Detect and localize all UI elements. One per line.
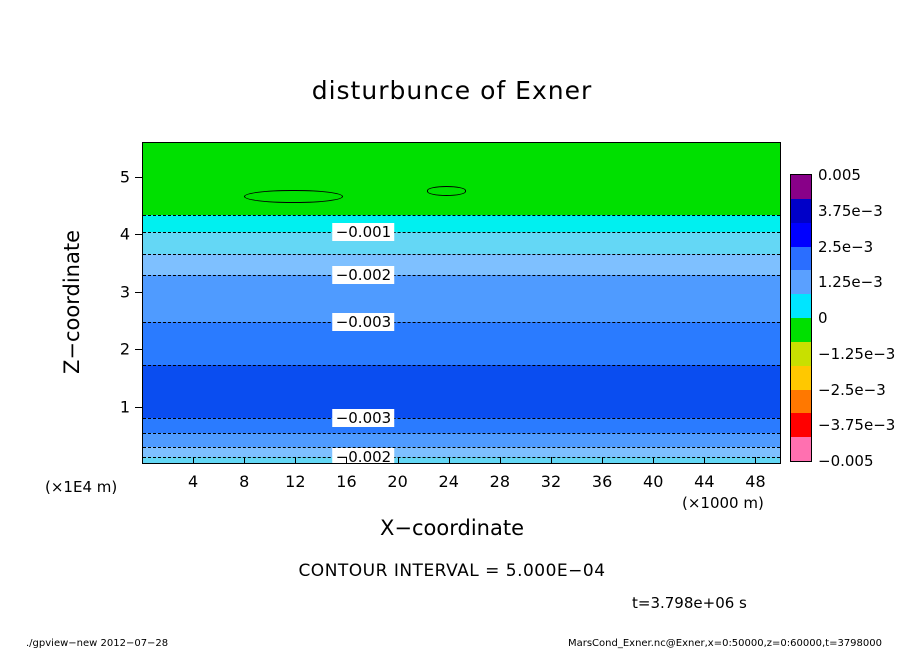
x-tick-label: 28 xyxy=(489,472,511,491)
x-tick-label: 4 xyxy=(188,472,199,491)
footer-left-text: ./gpview−new 2012−07−28 xyxy=(26,638,169,649)
colorbar-tick-label: 3.75e−3 xyxy=(818,201,883,220)
x-tick-label: 8 xyxy=(239,472,250,491)
y-tick-label: 4 xyxy=(119,224,130,244)
x-tick-label: 12 xyxy=(285,472,306,491)
colorbar-segment xyxy=(791,318,811,342)
contour-band xyxy=(143,275,780,322)
colorbar-tick-label: −1.25e−3 xyxy=(818,344,896,363)
page-title: disturbunce of Exner xyxy=(311,76,593,105)
colorbar-segment xyxy=(791,366,811,390)
colorbar-segment xyxy=(791,413,811,437)
x-tick-mark xyxy=(295,457,296,464)
y-tick-label: 2 xyxy=(119,339,130,359)
colorbar-segment xyxy=(791,199,811,223)
x-tick-label: 20 xyxy=(387,472,408,491)
colorbar-segment xyxy=(791,390,811,414)
x-tick-mark xyxy=(602,457,603,464)
contour-band xyxy=(143,433,780,447)
y-tick-mark xyxy=(135,349,142,350)
x-tick-label: 24 xyxy=(438,472,459,491)
contour-line xyxy=(143,232,780,233)
colorbar-segment xyxy=(791,437,811,461)
contour-interval-label: CONTOUR INTERVAL = 5.000E−04 xyxy=(298,561,606,581)
contour-line xyxy=(143,275,780,276)
contour-band xyxy=(143,322,780,365)
y-tick-label: 1 xyxy=(119,397,130,416)
y-axis-title: Z−coordinate xyxy=(60,230,84,374)
contour-line xyxy=(143,418,780,419)
y-axis-unit: (×1E4 m) xyxy=(45,478,118,496)
y-tick-mark xyxy=(135,407,142,408)
x-axis-title: X−coordinate xyxy=(380,516,524,540)
contour-line xyxy=(143,447,780,448)
colorbar-tick-label: −2.5e−3 xyxy=(818,380,886,399)
contour-line xyxy=(143,322,780,323)
x-tick-label: 36 xyxy=(591,472,613,491)
y-tick-label: 5 xyxy=(119,167,130,186)
colorbar-tick-label: −0.005 xyxy=(818,452,874,470)
contour-band xyxy=(143,365,780,418)
contour-line xyxy=(143,365,780,366)
colorbar-tick-label: 1.25e−3 xyxy=(818,273,883,292)
contour-value-label: −0.003 xyxy=(333,409,395,427)
y-tick-label: 3 xyxy=(119,282,130,301)
colorbar-segment xyxy=(791,342,811,366)
y-tick-mark xyxy=(135,177,142,178)
contour-band xyxy=(143,143,780,215)
contour-band xyxy=(143,215,780,231)
colorbar-segment xyxy=(791,270,811,294)
colorbar xyxy=(790,174,812,462)
contour-line xyxy=(143,457,780,458)
x-tick-mark xyxy=(500,457,501,464)
contour-band xyxy=(143,232,780,255)
x-tick-label: 48 xyxy=(745,472,766,491)
x-tick-mark xyxy=(704,457,705,464)
closed-contour-blob xyxy=(427,186,466,195)
contour-band xyxy=(143,447,780,457)
colorbar-segment xyxy=(791,247,811,271)
x-tick-label: 16 xyxy=(336,472,357,491)
colorbar-segment xyxy=(791,175,811,199)
x-tick-mark xyxy=(398,457,399,464)
y-tick-mark xyxy=(135,234,142,235)
contour-band xyxy=(143,457,780,464)
colorbar-tick-label: 2.5e−3 xyxy=(818,237,874,256)
time-label: t=3.798e+06 s xyxy=(632,594,747,612)
footer-right-text: MarsCond_Exner.nc@Exner,x=0:50000,z=0:60000,t=3798000 xyxy=(567,638,882,649)
contour-band xyxy=(143,418,780,432)
contour-value-label: −0.003 xyxy=(333,313,395,331)
x-tick-mark xyxy=(755,457,756,464)
x-tick-mark xyxy=(244,457,245,464)
x-tick-mark xyxy=(346,457,347,464)
colorbar-segment xyxy=(791,223,811,247)
x-tick-label: 44 xyxy=(694,472,715,491)
x-tick-mark xyxy=(193,457,194,464)
colorbar-tick-label: 0.005 xyxy=(818,166,861,184)
plot-area xyxy=(142,142,781,464)
y-tick-mark xyxy=(135,292,142,293)
contour-value-label: −0.002 xyxy=(333,448,395,464)
x-tick-mark xyxy=(653,457,654,464)
contour-value-label: −0.001 xyxy=(333,223,395,241)
contour-value-label: −0.002 xyxy=(333,266,395,284)
colorbar-tick-label: 0 xyxy=(818,309,828,327)
colorbar-segment xyxy=(791,294,811,318)
colorbar-tick-label: −3.75e−3 xyxy=(818,416,896,435)
contour-line xyxy=(143,254,780,255)
x-tick-label: 32 xyxy=(540,472,562,491)
x-tick-mark xyxy=(551,457,552,464)
contour-line xyxy=(143,215,780,216)
x-tick-mark xyxy=(449,457,450,464)
x-tick-label: 40 xyxy=(643,472,664,491)
x-axis-unit: (×1000 m) xyxy=(682,494,764,512)
contour-band xyxy=(143,254,780,275)
contour-line xyxy=(143,433,780,434)
